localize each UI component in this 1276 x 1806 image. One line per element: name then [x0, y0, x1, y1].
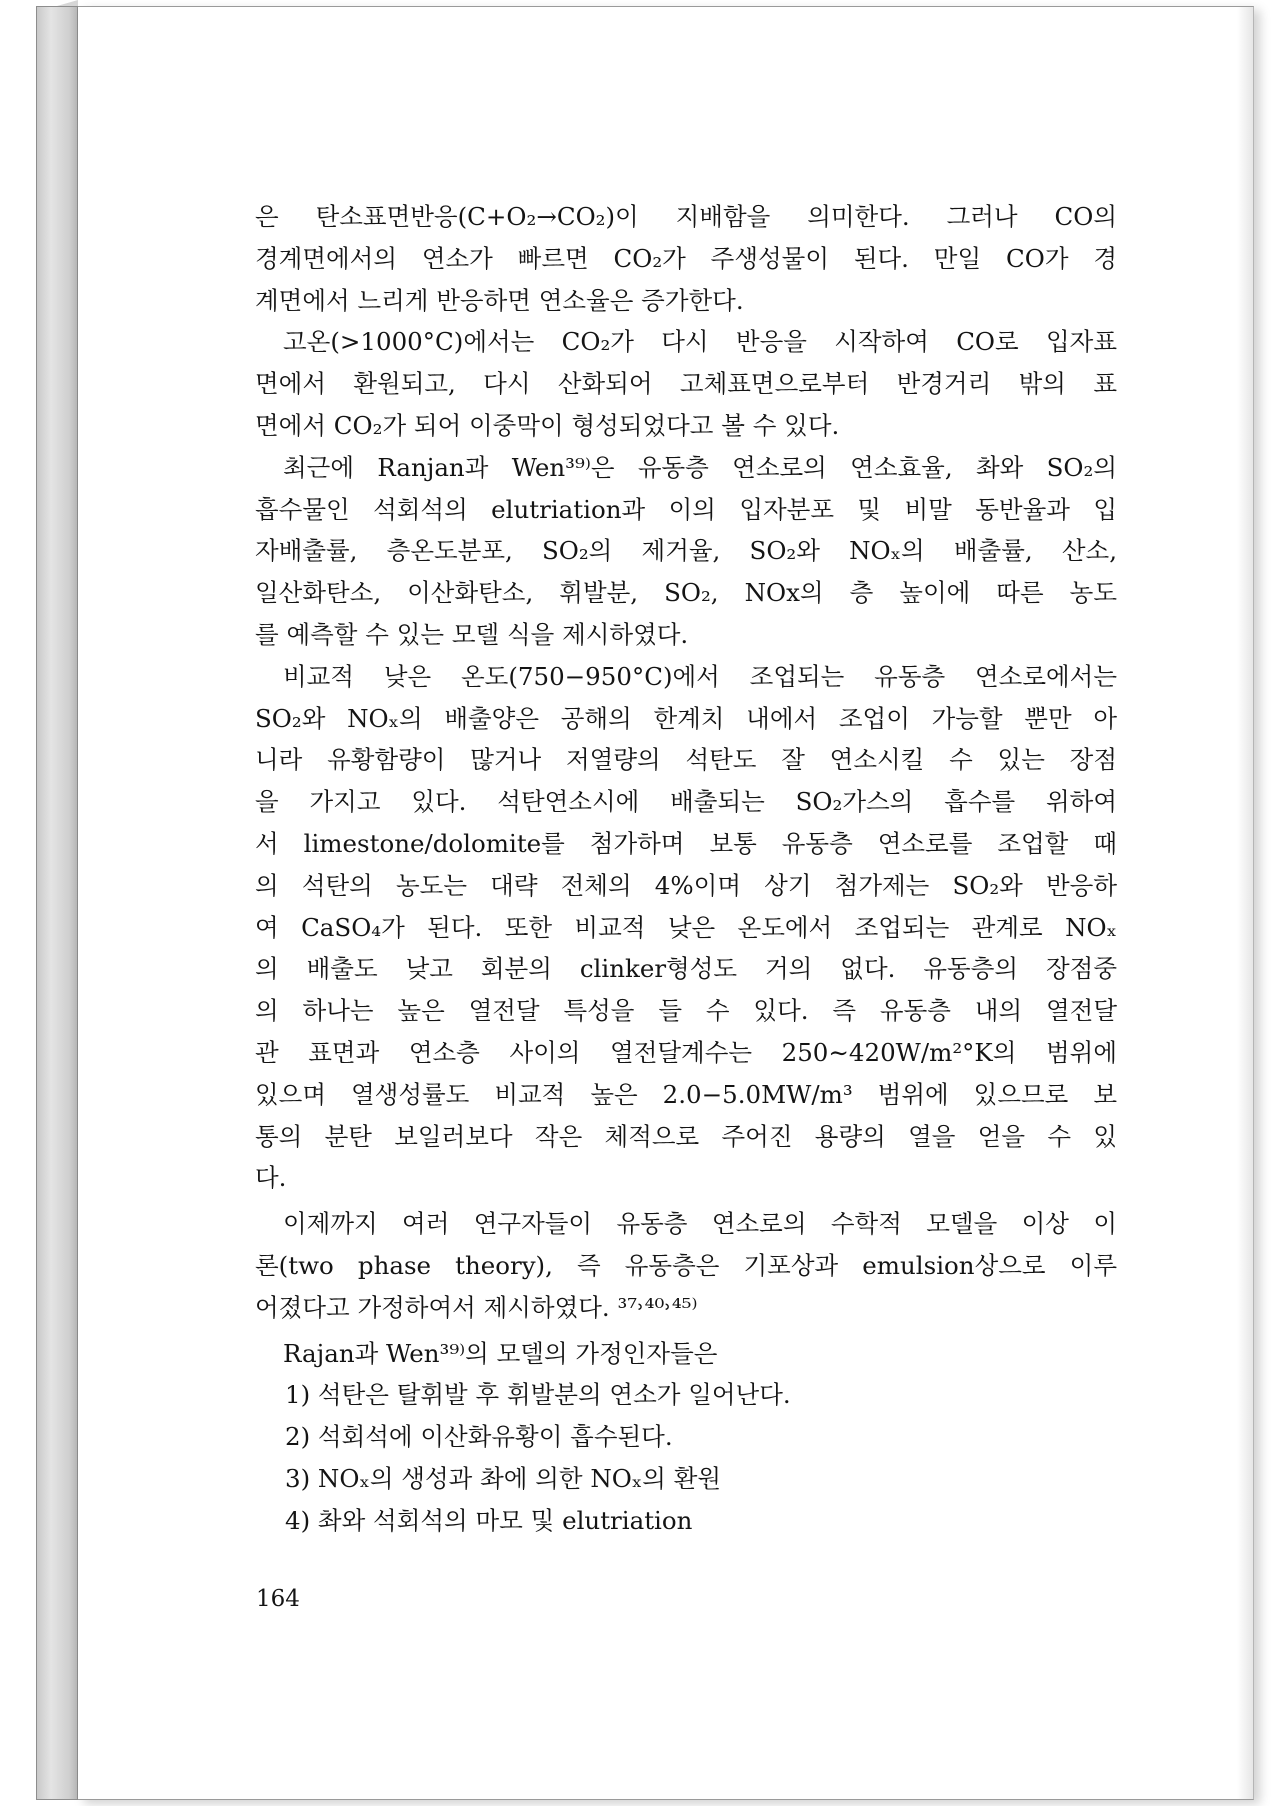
text-line: 면에서 CO₂가 되어 이중막이 형성되었다고 볼 수 있다. [255, 410, 840, 440]
text-line: 은 탄소표면반응(C+O₂→CO₂)이 지배함을 의미한다. 그러나 CO의 [255, 202, 1117, 231]
text-line: 있으며 열생성률도 비교적 높은 2.0−5.0MW/m³ 범위에 있으므로 보 [255, 1079, 1117, 1109]
text-line: 일산화탄소, 이산화탄소, 휘발분, SO₂, NOx의 층 높이에 따른 농도 [255, 578, 1117, 608]
text-line: 의 하나는 높은 열전달 특성을 들 수 있다. 즉 유동층 내의 열전달 [255, 996, 1117, 1026]
text-line: 를 예측할 수 있는 모델 식을 제시하였다. [255, 619, 689, 649]
list-item: 1) 석탄은 탈휘발 후 휘발분의 연소가 일어난다. [285, 1380, 791, 1410]
text-line: 을 가지고 있다. 석탄연소시에 배출되는 SO₂가스의 흡수를 위하여 [255, 787, 1117, 817]
paragraph-start-line: 비교적 낮은 온도(750−950°C)에서 조업되는 유동층 연소로에서는 [283, 661, 1117, 691]
page-number: 164 [256, 1586, 300, 1612]
list-item: 3) NOₓ의 생성과 촤에 의한 NOₓ의 환원 [285, 1463, 722, 1493]
book-spine [36, 6, 78, 1800]
text-line: 니라 유황함량이 많거나 저열량의 석탄도 잘 연소시킬 수 있는 장점 [255, 745, 1117, 775]
text-line: 론(two phase theory), 즉 유동층은 기포상과 emulsion상으로 이루 [255, 1250, 1117, 1280]
list-item: 2) 석회석에 이산화유황이 흡수된다. [285, 1422, 673, 1452]
body-text [255, 196, 1117, 1542]
paragraph-start-line: 고온(>1000°C)에서는 CO₂가 다시 반응을 시작하여 CO로 입자표 [283, 327, 1117, 357]
text-line: SO₂와 NOₓ의 배출양은 공해의 한계치 내에서 조업이 가능할 뿐만 아 [255, 703, 1117, 733]
text-line: 경계면에서의 연소가 빠르면 CO₂가 주생성물이 된다. 만일 CO가 경 [255, 243, 1117, 273]
text-line: 흡수물인 석회석의 elutriation과 이의 입자분포 및 비말 동반율과 입 [255, 494, 1117, 524]
text-line: 의 배출도 낮고 회분의 clinker형성도 거의 없다. 유동층의 장점중 [255, 954, 1117, 984]
paragraph-start-line: Rajan과 Wen³⁹⁾의 모델의 가정인자들은 [283, 1338, 718, 1368]
text-line: 통의 분탄 보일러보다 작은 체적으로 주어진 용량의 열을 얻을 수 있 [255, 1121, 1117, 1151]
paragraph-start-line: 이제까지 여러 연구자들이 유동층 연소로의 수학적 모델을 이상 이 [283, 1209, 1117, 1239]
page-edge-shadow [1237, 7, 1253, 1799]
text-line: 면에서 환원되고, 다시 산화되어 고체표면으로부터 반경거리 밖의 표 [255, 369, 1117, 399]
list-item: 4) 촤와 석회석의 마모 및 elutriation [285, 1505, 693, 1535]
text-line: 서 limestone/dolomite를 첨가하며 보통 유동층 연소로를 조업할 때 [255, 828, 1117, 858]
text-line: 여 CaSO₄가 된다. 또한 비교적 낮은 온도에서 조업되는 관계로 NOₓ [255, 912, 1117, 942]
text-line: 의 석탄의 농도는 대략 전체의 4%이며 상기 첨가제는 SO₂와 반응하 [255, 870, 1117, 900]
text-line: 관 표면과 연소층 사이의 열전달계수는 250∼420W/m²°K의 범위에 [255, 1037, 1117, 1067]
text-line: 다. [255, 1163, 287, 1193]
text-line: 계면에서 느리게 반응하면 연소율은 증가한다. [255, 285, 744, 315]
text-line: 어졌다고 가정하여서 제시하였다. ³⁷˒⁴⁰˒⁴⁵⁾ [255, 1292, 698, 1322]
text-line: 자배출률, 층온도분포, SO₂의 제거율, SO₂와 NOₓ의 배출률, 산소, [255, 536, 1117, 566]
paragraph-start-line: 최근에 Ranjan과 Wen³⁹⁾은 유동층 연소로의 연소효율, 촤와 SO₂의 [283, 452, 1117, 482]
